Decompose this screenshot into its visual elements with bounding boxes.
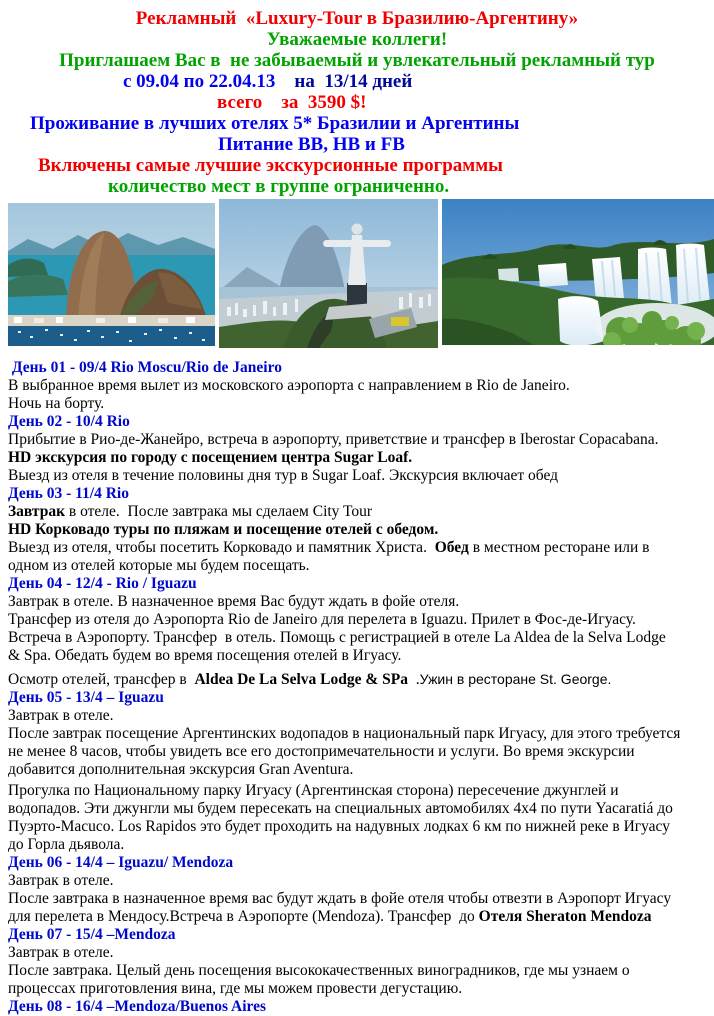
itinerary-line: После завтрака. Целый день посещения высококачественных виноградников, где мы узнаем о (8, 962, 630, 979)
itinerary (0, 359, 714, 1016)
day-heading: День 05 - 13/4 – Iguazu (8, 689, 164, 706)
promo-header (0, 0, 714, 197)
itinerary-line: до Горла дьявола. (8, 836, 125, 853)
dates-duration: на 13/14 дней (275, 71, 413, 92)
itinerary-line: Прибытие в Рио-де-Жанейро, встреча в аэропорту, приветствие и трансфер в Iberostar Copacabana. (8, 431, 659, 448)
itinerary-line: Пуэрто-Macuco. Los Rapidos это будет проходить на надувных лодках 6 км по нижней реке в Игуасу (8, 818, 670, 835)
sugarloaf-mountain-rio-photo (8, 203, 215, 346)
seats-line: количество мест в группе ограниченно. (108, 176, 450, 197)
itinerary-line: После завтрак посещение Аргентинских водопадов в национальный парк Игуасу, для этого требуется (8, 725, 681, 742)
day-heading: День 02 - 10/4 Rio (8, 413, 130, 430)
itinerary-line: Ночь на борту. (8, 395, 105, 412)
itinerary-line: Завтрак в отеле. В назначенное время Вас будут ждать в фойе отеля. (8, 593, 460, 610)
itinerary-line: не менее 8 часов, чтобы увидеть все его достопримечательности и услуги. Во время экскурсии (8, 743, 635, 760)
excursions-line: Включены самые лучшие экскурсионные программы (38, 155, 504, 176)
iguazu-falls-photo (442, 199, 714, 345)
photo-strip (0, 197, 714, 350)
itinerary-line: Выезд из отеля, чтобы посетить Корковадо и памятник Христа. Обед в местном ресторане или в (8, 539, 650, 556)
day-heading: День 01 - 09/4 Rio Moscu/Rio de Janeiro (8, 359, 282, 376)
itinerary-line: & Spa. Обедать будем во время посещения отелей в Игуасу. (8, 647, 402, 664)
itinerary-line: добавится дополнительная экскурсия Gran Aventura. (8, 761, 354, 778)
meals-line: Питание BB, HB и FB (218, 134, 405, 155)
itinerary-line: После завтрака в назначенное время вас будут ждать в фойе отеля чтобы отвезти в Аэропорт Игуасу (8, 890, 672, 907)
itinerary-line: процессах приготовления вина, где мы можем провести дегустацию. (8, 980, 463, 997)
itinerary-line: Прогулка по Национальному парку Игуасу (Аргентинская сторона) пересечение джунглей и (8, 782, 619, 799)
price-line: всего за 3590 $! (217, 92, 367, 113)
day-heading: День 07 - 15/4 –Mendoza (8, 926, 176, 943)
title-line: Рекламный «Luxury-Tour в Бразилию-Аргентину» (135, 8, 579, 29)
dates-line (0, 71, 714, 92)
itinerary-line: В выбранное время вылет из московского аэропорта с направлением в Rio de Janeiro. (8, 377, 570, 394)
day-heading: День 06 - 14/4 – Iguazu/ Mendoza (8, 854, 234, 871)
itinerary-line: Трансфер из отеля до Аэропорта Rio de Janeiro для перелета в Iguazu. Прилет в Фос-де-Игуасу. (8, 611, 636, 628)
day-heading: День 03 - 11/4 Rio (8, 485, 129, 502)
itinerary-line: HD Корковадо туры по пляжам и посещение отелей с обедом. (8, 521, 439, 538)
itinerary-line: HD экскурсия по городу с посещением центра Sugar Loaf. (8, 449, 413, 466)
itinerary-line: Завтрак в отеле. (8, 944, 114, 961)
itinerary-line: Завтрак в отеле. (8, 707, 114, 724)
day-heading: День 08 - 16/4 –Mendoza/Buenos Aires (8, 998, 267, 1015)
itinerary-line: Выезд из отеля в течение половины дня тур в Sugar Loaf. Экскурсия включает обед (8, 467, 559, 484)
itinerary-line: для перелета в Мендосу.Встреча в Аэропорте (Mendoza). Трансфер до Отеля Sheraton Mendoza (8, 908, 652, 925)
itinerary-line: водопадов. Эти джунгли мы будем пересекать на специальных автомобилях 4x4 по пути Yacaratiá до (8, 800, 673, 817)
hotels-line: Проживание в лучших отелях 5* Бразилии и Аргентины (30, 113, 520, 134)
day-heading: День 04 - 12/4 - Rio / Iguazu (8, 575, 197, 592)
itinerary-line: Осмотр отелей, трансфер в Aldea De La Selva Lodge & SPa .Ужин в ресторане St. George. (8, 671, 612, 688)
itinerary-line: Встреча в Аэропорту. Трансфер в отель. Помощь с регистрацией в отеле La Aldea de la Selva Lodge (8, 629, 666, 646)
christ-the-redeemer-rio-photo (219, 199, 438, 348)
itinerary-line: одном из отелей которые мы будем посещать. (8, 557, 310, 574)
dates-range: с 09.04 по 22.04.13 (123, 71, 276, 92)
itinerary-line: Завтрак в отеле. После завтрака мы сделаем City Tour (8, 503, 373, 520)
invitation-line: Приглашаем Вас в не забываемый и увлекательный рекламный тур (59, 50, 655, 71)
itinerary-line: Завтрак в отеле. (8, 872, 114, 889)
greeting-line: Уважаемые коллеги! (266, 29, 448, 50)
